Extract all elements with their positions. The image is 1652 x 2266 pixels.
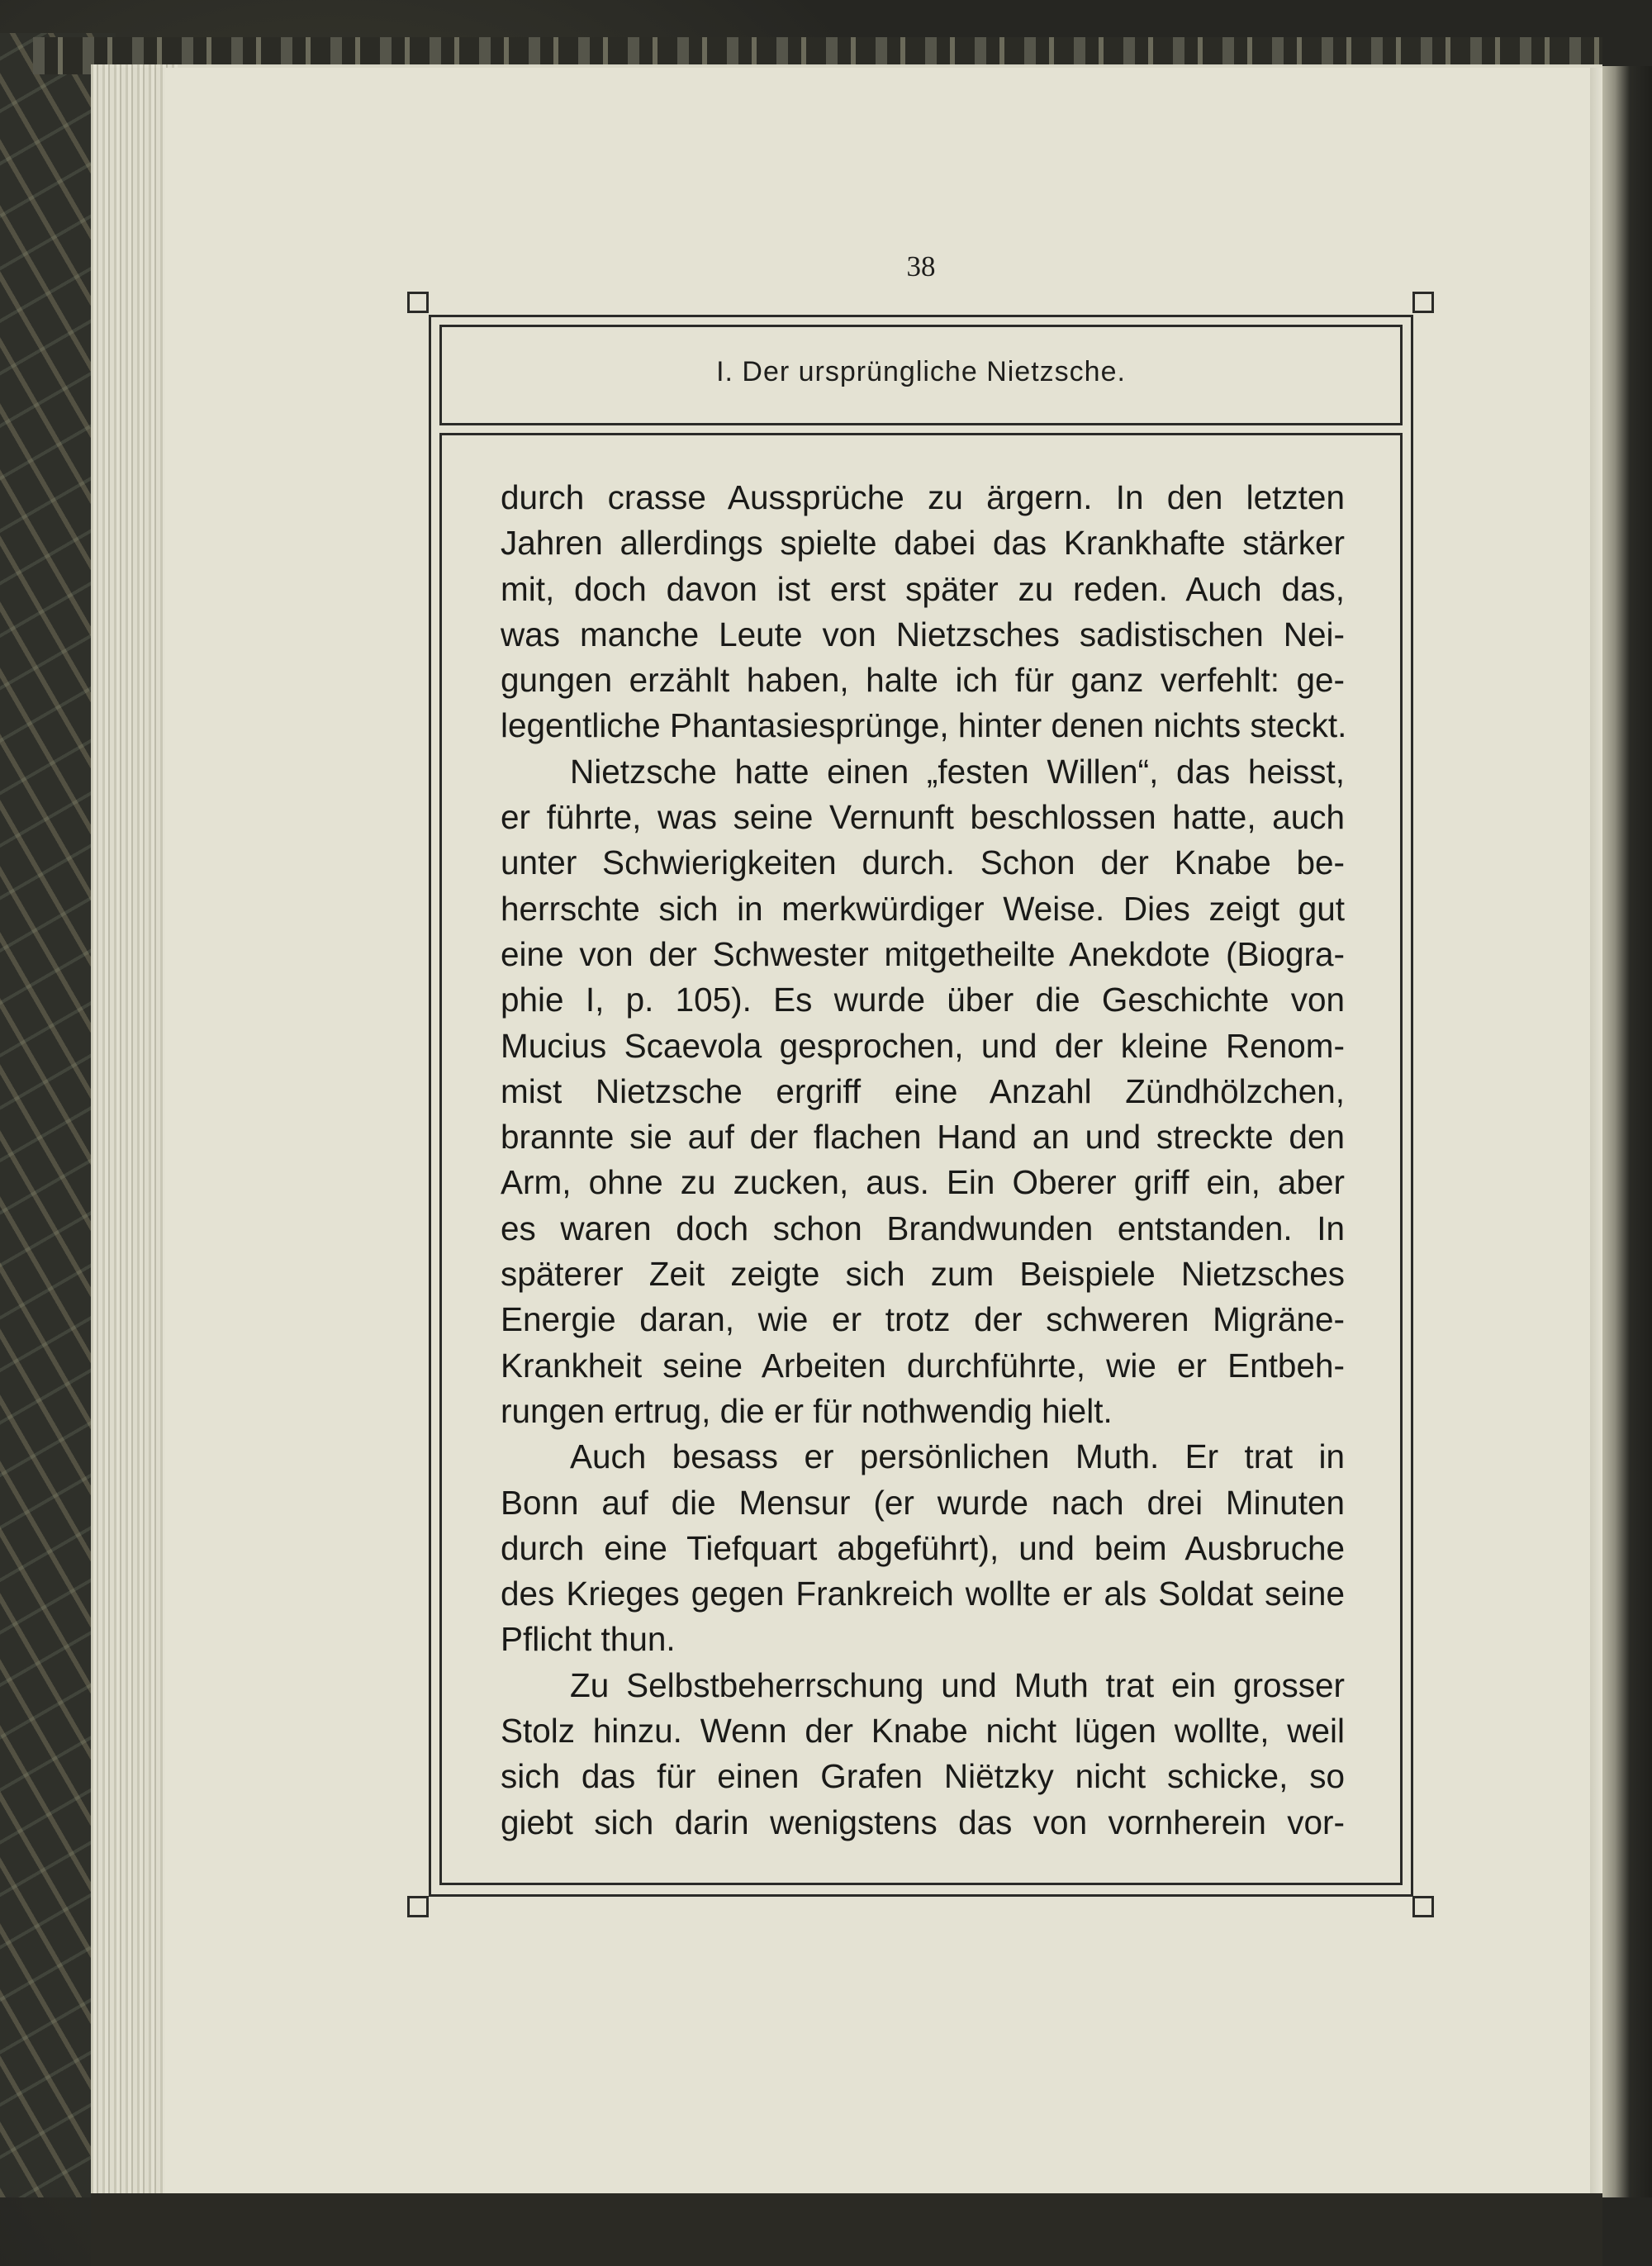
text-line: was manche Leute von Nietzsches sadistischen Nei-	[501, 615, 1345, 653]
text-line: sich das für einen Grafen Niëtzky nicht schicke, so	[501, 1757, 1345, 1796]
running-header: I. Der ursprüngliche Nietzsche.	[716, 356, 1126, 387]
text-line: eine von der Schwester mitgetheilte Anekdote (Biogra-	[501, 934, 1345, 973]
text-line: Energie daran, wie er trotz der schweren Migräne-	[501, 1300, 1345, 1339]
text-line: unter Schwierigkeiten durch. Schon der Knabe be-	[501, 843, 1345, 882]
text-line: durch crasse Aussprüche zu ärgern. In den letzten	[501, 478, 1345, 516]
corner-ornament-bottom-left	[407, 1896, 429, 1917]
book-spine-edge	[1602, 66, 1652, 2197]
text-line: Mucius Scaevola gesprochen, und der kleine Renom-	[501, 1026, 1345, 1065]
corner-ornament-top-left	[407, 292, 429, 313]
text-line: Pflicht thun.	[501, 1620, 676, 1659]
book-bottom-edge	[91, 2193, 1602, 2266]
text-line: rungen ertrug, die er für nothwendig hielt.	[501, 1391, 1113, 1430]
paragraph	[501, 749, 1345, 1434]
text-line: brannte sie auf der flachen Hand an und streckte den	[501, 1118, 1345, 1157]
text-line: Zu Selbstbeherrschung und Muth trat ein grosser	[570, 1665, 1345, 1704]
frame-right-rule	[1411, 315, 1413, 1897]
text-line: herrschte sich in merkwürdiger Weise. Dies zeigt gut	[501, 889, 1345, 928]
text-line: gungen erzählt haben, halte ich für ganz verfehlt: ge-	[501, 661, 1345, 700]
running-header-box	[439, 325, 1403, 425]
paragraph	[501, 1434, 1345, 1662]
page-gutter-shade	[1590, 68, 1602, 2195]
text-line: des Krieges gegen Frankreich wollte er als Soldat seine	[501, 1575, 1345, 1613]
text-line: er führte, was seine Vernunft beschlossen hatte, auch	[501, 798, 1345, 837]
text-line: durch eine Tiefquart abgeführt), und beim Ausbruche	[501, 1528, 1345, 1567]
frame-left-rule	[429, 315, 431, 1897]
text-line: Auch besass er persönlichen Muth. Er trat in	[570, 1437, 1345, 1476]
text-line: legentliche Phantasiesprünge, hinter denen nichts steckt.	[501, 706, 1347, 745]
text-line: Bonn auf die Mensur (er wurde nach drei Minuten	[501, 1483, 1345, 1522]
body-text	[501, 475, 1345, 1846]
page-number: 38	[906, 250, 936, 283]
text-line: Arm, ohne zu zucken, aus. Ein Oberer griff ein, aber	[501, 1163, 1345, 1202]
corner-ornament-bottom-right	[1412, 1896, 1434, 1917]
text-line: Jahren allerdings spielte dabei das Krankhafte stärker	[501, 524, 1345, 563]
text-line: giebt sich darin wenigstens das von vornherein vor-	[501, 1803, 1345, 1841]
paragraph	[501, 475, 1345, 749]
text-line: Krankheit seine Arbeiten durchführte, wie er Entbeh-	[501, 1346, 1345, 1385]
paragraph	[501, 1663, 1345, 1846]
corner-ornament-top-right	[1412, 292, 1434, 313]
text-line: es waren doch schon Brandwunden entstanden. In	[501, 1209, 1345, 1247]
text-line: Stolz hinzu. Wenn der Knabe nicht lügen wollte, weil	[501, 1712, 1345, 1751]
text-line: Nietzsche hatte einen „festen Willen“, das heisst,	[570, 752, 1345, 791]
text-line: mit, doch davon ist erst später zu reden. Auch das,	[501, 569, 1345, 608]
text-line: phie I, p. 105). Es wurde über die Geschichte von	[501, 981, 1345, 1019]
text-line: mist Nietzsche ergriff eine Anzahl Zündhölzchen,	[501, 1071, 1345, 1110]
text-line: späterer Zeit zeigte sich zum Beispiele Nietzsches	[501, 1255, 1345, 1294]
frame-bottom-rule	[430, 1894, 1412, 1897]
frame-top-rule	[430, 315, 1412, 317]
